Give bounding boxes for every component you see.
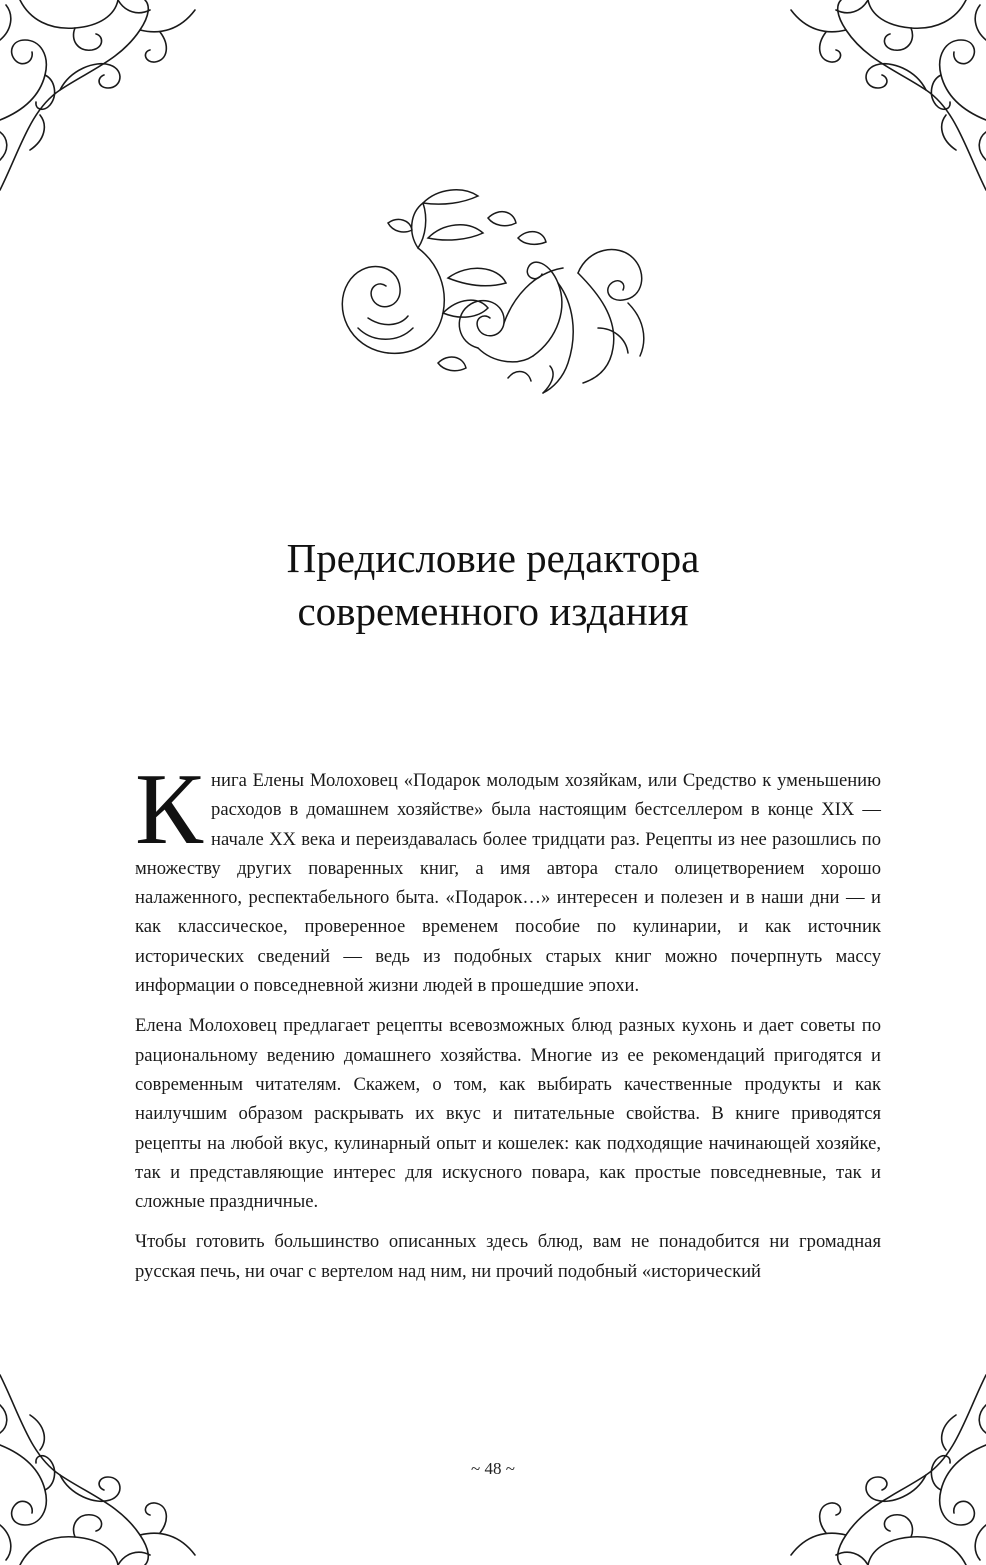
floral-corner-top-right-icon bbox=[786, 0, 986, 200]
paragraph-2: Елена Молоховец предлагает рецепты всевозможных блюд разных кухонь и дает советы по рациональному ведению домашнего хозяйства. Многие из ее рекомендаций пригодятся и современным читателям. Скажем, о том, как выбирать качественные продукты и как наилучшим образом раскрывать их вкус и питательные свойства. В книге приводятся рецепты на любой вкус, кулинарный опыт и кошелек: как подходящие начинающей хозяйке, так и представляющие интерес для искусного повара, как простые повседневные, так и сложные праздничные. bbox=[135, 1015, 881, 1213]
page-number: ~ 48 ~ bbox=[471, 1459, 515, 1478]
paragraph-1-text: нига Елены Молоховец «Подарок молодым хозяйкам, или Средство к уменьшению расходов в домашнем хозяйстве» была настоящим бестселлером в конце XIX — начале XX века и переиздавалась более тридцати раз. Рецепты из нее разошлись по множеству других поваренных книг, а имя автора стало олицетворением хорошо налаженного, респектабельного быта. «Подарок…» интересен и полезен и в наши дни — и как классическое, проверенное временем пособие по кулинарии, и как источник исторических сведений — ведь из подобных старых книг можно почерпнуть массу информации о повседневной жизни людей в прошедшие эпохи. bbox=[135, 770, 881, 997]
paragraph-3: Чтобы готовить большинство описанных здесь блюд, вам не понадобится ни громадная русская печь, ни очаг с вертелом над ним, ни прочий подобный «исторический bbox=[135, 1231, 881, 1282]
chapter-title bbox=[100, 532, 886, 638]
chapter-title-line-1: Предисловие редактора bbox=[286, 535, 700, 581]
paragraph-1 bbox=[135, 753, 881, 1000]
floral-corner-top-left-icon bbox=[0, 0, 200, 200]
chapter-title-line-2: современного издания bbox=[297, 588, 689, 634]
body-text bbox=[135, 753, 881, 1297]
drop-cap: К bbox=[135, 753, 204, 866]
floral-vignette-icon bbox=[328, 178, 660, 398]
